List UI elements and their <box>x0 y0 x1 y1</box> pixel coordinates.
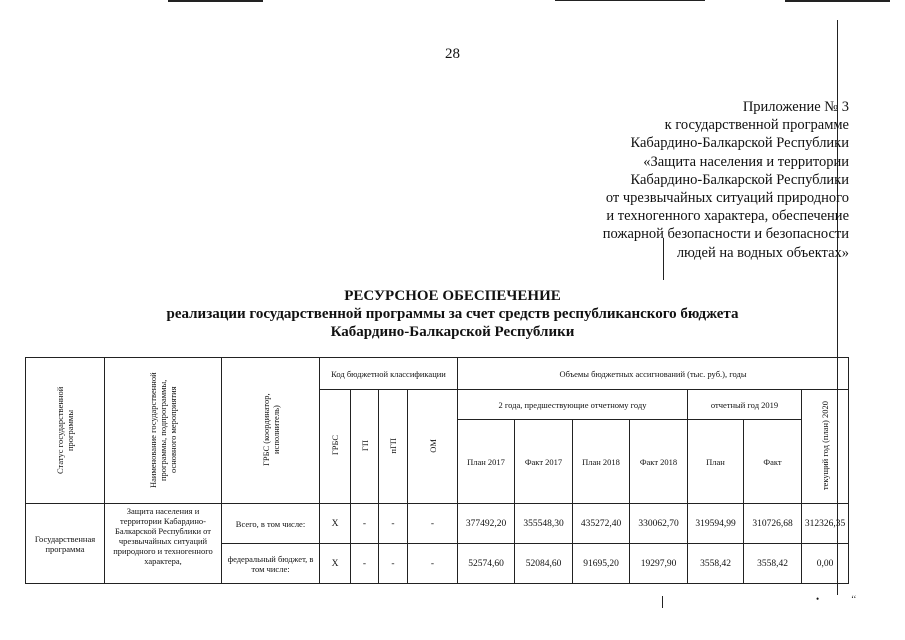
plan-2018-cell: 91695,20 <box>573 544 630 584</box>
header-fact-2019: Факт <box>744 420 802 504</box>
appendix-block <box>603 98 849 262</box>
scan-artifact-top-mid <box>555 0 705 1</box>
document-subtitle-2: Кабардино-Балкарской Республики <box>330 324 575 340</box>
fact-2019-cell: 310726,68 <box>744 504 802 544</box>
appendix-line: Кабардино-Балкарской Республики <box>630 135 849 152</box>
resource-table <box>25 357 849 584</box>
header-current-year: текущий год (план) 2020 <box>802 390 849 504</box>
header-fact-2018: Факт 2018 <box>630 420 688 504</box>
om-cell: - <box>408 504 458 544</box>
footer-dot-mark: • <box>816 594 820 604</box>
header-grbs-executor: ГРБС (координатор, исполнитель) <box>222 358 320 504</box>
grbs-cell: X <box>320 544 351 584</box>
header-gp: ГП <box>351 390 379 504</box>
name-cell: Защита населения и территории Кабардино-Балкарской Республики от чрезвычайных ситуаций природного и техногенного характера, <box>105 504 222 584</box>
pgp-cell: - <box>379 544 408 584</box>
appendix-line: Кабардино-Балкарской Республики <box>630 171 849 188</box>
header-plan-2017: План 2017 <box>458 420 515 504</box>
appendix-line: пожарной безопасности и безопасности <box>602 226 849 243</box>
plan-2019-cell: 319594,99 <box>688 504 744 544</box>
plan-2020-cell: 312326,35 <box>802 504 849 544</box>
scan-artifact-top-left <box>168 0 263 2</box>
gp-cell: - <box>351 504 379 544</box>
plan-2019-cell: 3558,42 <box>688 544 744 584</box>
document-subtitle: реализации государственной программы за счет средств республиканского бюджета <box>166 306 739 322</box>
page-number: 28 <box>445 46 460 62</box>
footer-quote-mark: ‘‘ <box>851 594 857 604</box>
header-report-year: отчетный год 2019 <box>688 390 802 420</box>
fact-2017-cell: 52084,60 <box>515 544 573 584</box>
fact-2019-cell: 3558,42 <box>744 544 802 584</box>
scan-artifact-bottom-tick <box>662 596 663 608</box>
header-budget-code: Код бюджетной классификации <box>320 358 458 390</box>
appendix-line: «Защита населения и территории <box>643 153 849 170</box>
status-cell: Государственная программа <box>26 504 105 584</box>
plan-2017-cell: 52574,60 <box>458 544 515 584</box>
fact-2018-cell: 19297,90 <box>630 544 688 584</box>
plan-2020-cell: 0,00 <box>802 544 849 584</box>
appendix-line: и техногенного характера, обеспечение <box>606 208 849 225</box>
table-row <box>26 504 849 544</box>
executor-cell: Всего, в том числе: <box>222 504 320 544</box>
pgp-cell: - <box>379 504 408 544</box>
fact-2018-cell: 330062,70 <box>630 504 688 544</box>
fact-2017-cell: 355548,30 <box>515 504 573 544</box>
grbs-cell: X <box>320 504 351 544</box>
appendix-line: к государственной программе <box>664 117 849 134</box>
header-om: ОМ <box>408 390 458 504</box>
scan-artifact-top-right <box>785 0 890 2</box>
plan-2017-cell: 377492,20 <box>458 504 515 544</box>
header-plan-2018: План 2018 <box>573 420 630 504</box>
gp-cell: - <box>351 544 379 584</box>
appendix-line: от чрезвычайных ситуаций природного <box>605 190 849 207</box>
header-fact-2017: Факт 2017 <box>515 420 573 504</box>
header-plan-2019: План <box>688 420 744 504</box>
header-status: Статус государственной программы <box>26 358 105 504</box>
header-pgp: пГП <box>379 390 408 504</box>
om-cell: - <box>408 544 458 584</box>
plan-2018-cell: 435272,40 <box>573 504 630 544</box>
header-volumes: Объемы бюджетных ассигнований (тыс. руб.), годы <box>458 358 849 390</box>
header-name: Наименование государственной программы, подпрограммы, основного мероприятия <box>105 358 222 504</box>
header-grbs: ГРБС <box>320 390 351 504</box>
executor-cell: федеральный бюджет, в том числе: <box>222 544 320 584</box>
appendix-line: Приложение № 3 <box>742 99 849 115</box>
header-two-years: 2 года, предшествующие отчетному году <box>458 390 688 420</box>
appendix-line: людей на водных объектах» <box>676 244 849 261</box>
document-title: РЕСУРСНОЕ ОБЕСПЕЧЕНИЕ <box>344 288 561 304</box>
